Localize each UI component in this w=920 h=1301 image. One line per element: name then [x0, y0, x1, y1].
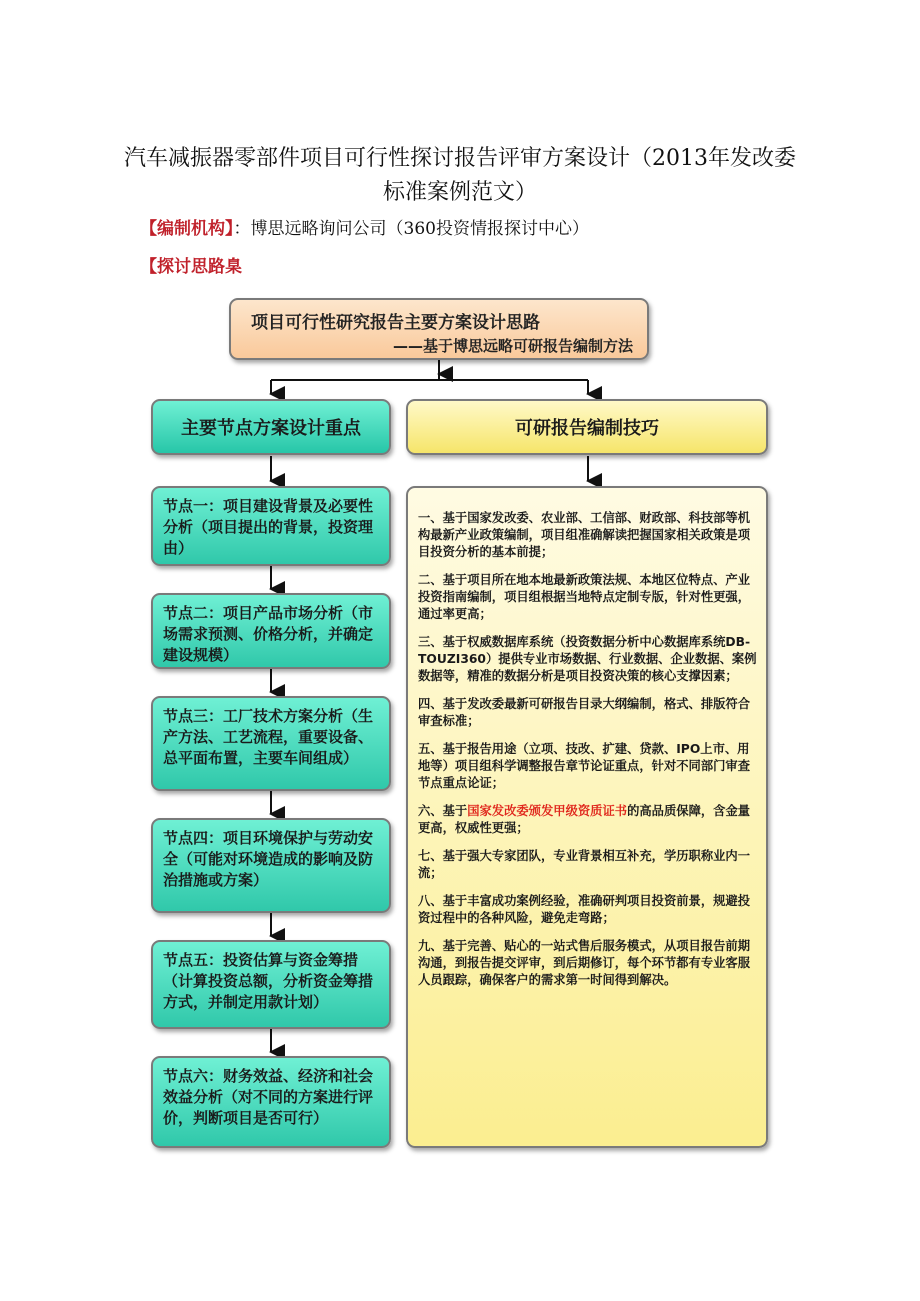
tip-item: 五、基于报告用途（立项、技改、扩建、贷款、IPO上市、用地等）项目组科学调整报告章节论证重点，针对不同部门审查节点重点论证；: [418, 742, 751, 790]
top-title-line1: 项目可行性研究报告主要方案设计思路: [251, 313, 540, 333]
node-4: 节点四：项目环境保护与劳动安全（可能对环境造成的影响及防治措施或方案）: [151, 818, 391, 913]
node-5: 节点五：投资估算与资金筹措（计算投资总额，分析资金筹措方式，并制定用款计划）: [151, 940, 391, 1029]
node-1: 节点一：项目建设背景及必要性分析（项目提出的背景，投资理由）: [151, 486, 391, 566]
tip-item: 七、基于强大专家团队，专业背景相互补充，学历职称业内一流；: [418, 849, 751, 880]
tip-suffix: 的高品质保障，含金量更高，权威性更强；: [418, 804, 751, 835]
tip-item: 八、基于丰富成功案例经验，准确研判项目投资前景，规避投资过程中的各种风险，避免走弯路；: [418, 894, 751, 925]
tip-item: 九、基于完善、贴心的一站式售后服务模式，从项目报告前期沟通，到报告提交评审，到后期修订，每个环节都有专业客服人员跟踪，确保客户的需求第一时间得到解决。: [418, 939, 751, 987]
tip-item-highlighted: [418, 803, 758, 837]
node-3: 节点三：工厂技术方案分析（生产方法、工艺流程，重要设备、总平面布置，主要车间组成）: [151, 696, 391, 791]
node-6: 节点六：财务效益、经济和社会效益分析（对不同的方案进行评价，判断项目是否可行）: [151, 1056, 391, 1148]
tip-item: 一、基于国家发改委、农业部、工信部、财政部、科技部等机构最新产业政策编制，项目组准确解读把握国家相关政策是项目投资分析的基本前提；: [418, 511, 751, 559]
tips-box: [406, 486, 768, 1148]
node-2: 节点二：项目产品市场分析（市场需求预测、价格分析，并确定建设规模）: [151, 593, 391, 669]
document-title: 汽车减振器零部件项目可行性探讨报告评审方案设计（2013年发改委标准案例范文）: [124, 146, 796, 205]
org-value: 博思远略询问公司（360投资情报探讨中心）: [250, 219, 589, 239]
tip-prefix: 六、基于: [418, 804, 468, 818]
org-separator: ：: [233, 219, 251, 239]
tip-item: 二、基于项目所在地本地最新政策法规、本地区位特点、产业投资指南编制，项目组根据当地特点定制专版，针对性更强，通过率更高；: [418, 573, 751, 621]
certificate-highlight: 国家发改委颁发甲级资质证书: [467, 804, 628, 818]
left-header-box: 主要节点方案设计重点: [151, 399, 391, 455]
section-label: 【探讨思路臬: [140, 257, 242, 277]
top-title-line2: ——基于博思远略可研报告编制方法: [392, 337, 633, 355]
right-header-box: 可研报告编制技巧: [406, 399, 768, 455]
tip-item: 三、基于权威数据库系统（投资数据分析中心数据库系统DB-TOUZI360）提供专业市场数据、行业数据、企业数据、案例数据等，精准的数据分析是项目投资决策的核心支撑因素；: [418, 635, 757, 683]
org-line: [140, 216, 589, 242]
org-label: 【编制机构】: [140, 219, 234, 239]
tip-item: 四、基于发改委最新可研报告目录大纲编制，格式、排版符合审查标准；: [418, 697, 751, 728]
top-title-box: [229, 298, 649, 360]
